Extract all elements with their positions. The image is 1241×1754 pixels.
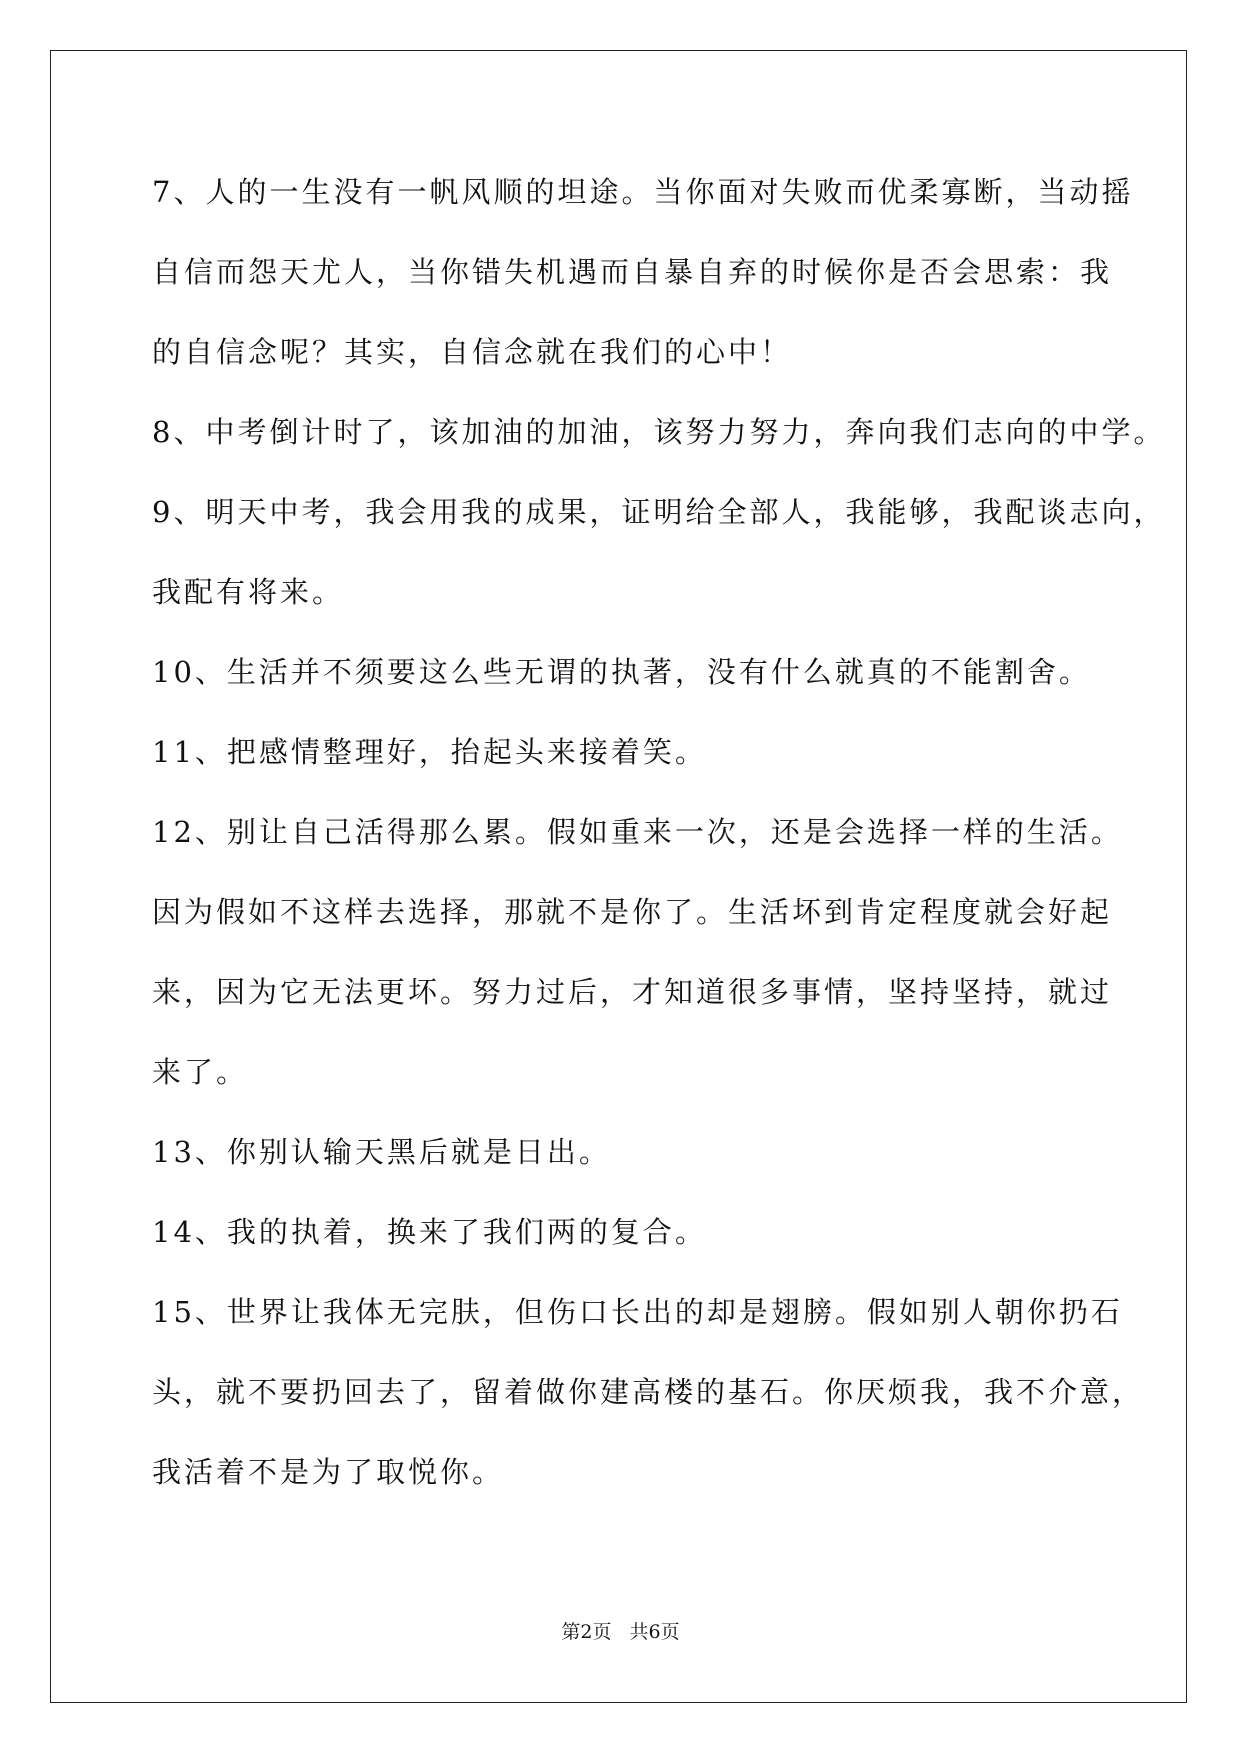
text-line-1: 7、人的一生没有一帆风顺的坦途。当你面对失败而优柔寡断，当动摇 (152, 175, 1134, 209)
page-footer (0, 1620, 1241, 1644)
text-line-12: 来了。 (152, 1055, 249, 1089)
text-line-13: 13、你别认输天黑后就是日出。 (152, 1135, 611, 1169)
text-line-5: 9、明天中考，我会用我的成果，证明给全部人，我能够，我配谈志向， (152, 495, 1166, 529)
text-line-17: 我活着不是为了取悦你。 (152, 1455, 505, 1489)
text-line-4: 8、中考倒计时了，该加油的加油，该努力努力，奔向我们志向的中学。 (152, 415, 1166, 449)
text-line-2: 自信而怨天尤人，当你错失机遇而自暴自弃的时候你是否会思索：我 (152, 255, 1113, 289)
text-line-11: 来，因为它无法更坏。努力过后，才知道很多事情，坚持坚持，就过 (152, 975, 1113, 1009)
text-line-8: 11、把感情整理好，抬起头来接着笑。 (152, 735, 707, 769)
text-line-15: 15、世界让我体无完肤，但伤口长出的却是翅膀。假如别人朝你扔石 (152, 1295, 1123, 1329)
text-line-16: 头，就不要扔回去了，留着做你建高楼的基石。你厌烦我，我不介意， (152, 1375, 1145, 1409)
text-line-6: 我配有将来。 (152, 575, 345, 609)
text-line-10: 因为假如不这样去选择，那就不是你了。生活坏到肯定程度就会好起 (152, 895, 1113, 929)
text-line-14: 14、我的执着，换来了我们两的复合。 (152, 1215, 707, 1249)
page-number-label: 第2页 (561, 1621, 612, 1643)
text-line-3: 的自信念呢？其实，自信念就在我们的心中！ (152, 335, 793, 369)
text-line-7: 10、生活并不须要这么些无谓的执著，没有什么就真的不能割舍。 (152, 655, 1091, 689)
text-line-9: 12、别让自己活得那么累。假如重来一次，还是会选择一样的生活。 (152, 815, 1123, 849)
total-pages-label: 共6页 (629, 1621, 680, 1643)
